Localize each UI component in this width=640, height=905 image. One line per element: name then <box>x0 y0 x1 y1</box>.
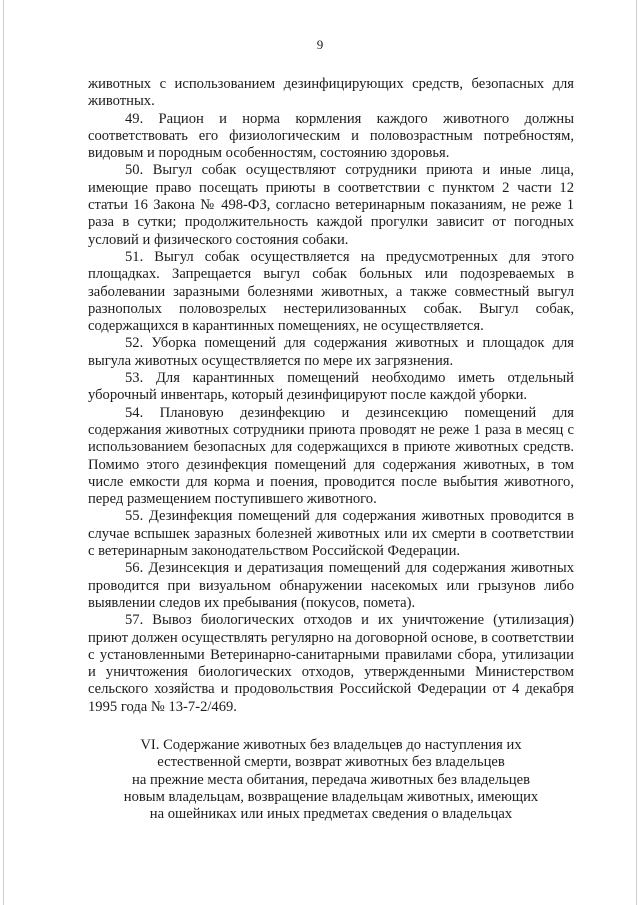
page-number: 9 <box>316 37 324 52</box>
paragraph-54: 54. Плановую дезинфекцию и дезинсекцию помещений для содержания животных сотрудники приюта проводят не реже 1 раза в месяц с использованием безопасных для содержащихся в приюте животных средств. Помимо этого дезинфекция помещений для содержания животных, в том числе емкости для корма и поения, проводится после выбытия животного, перед размещением поступившего животного. <box>88 404 574 508</box>
paragraph-53: 53. Для карантинных помещений необходимо иметь отдельный уборочный инвентарь, который дезинфицируют после каждой уборки. <box>88 370 574 404</box>
document-body <box>88 76 574 716</box>
paragraph-52: 52. Уборка помещений для содержания животных и площадок для выгула животных осуществляется по мере их загрязнения. <box>88 335 574 369</box>
paragraph-55: 55. Дезинфекция помещений для содержания животных проводится в случае вспышек заразных болезней животных или их смерти в соответствии с ветеринарным законодательством Российской Федерации. <box>88 508 574 560</box>
paragraph-49: 49. Рацион и норма кормления каждого животного должны соответствовать его физиологическим и половозрастным потребностям, видовым и породным особенностям, состоянию здоровья. <box>88 110 574 162</box>
paragraph-57: 57. Вывоз биологических отходов и их уничтожение (утилизация) приют должен осуществлять регулярно на договорной основе, в соответствии с установленными Ветеринарно-санитарными правилами сбора, утилизации и уничтожения биологических отходов, утвержденными Министерством сельского хозяйства и продовольствия Российской Федерации от 4 декабря 1995 года № 13-7-2/469. <box>88 612 574 715</box>
scan-right-edge <box>636 0 637 905</box>
section-heading-line: на ошейниках или иных предметах сведения о владельцах <box>149 806 513 823</box>
section-heading <box>88 737 574 823</box>
section-heading-line: VI. Содержание животных без владельцев до наступления их <box>140 737 522 753</box>
section-heading-line: новым владельцам, возвращение владельцам животных, имеющих <box>123 788 539 805</box>
paragraph-50: 50. Выгул собак осуществляют сотрудники приюта и иные лица, имеющие право посещать приюты в соответствии с пунктом 2 части 12 статьи 16 Закона № 498-ФЗ, согласно ветеринарным показаниям, не реже 1 раза в сутки; продолжительность каждой прогулки зависит от погодных условий и физического состояния собаки. <box>88 162 574 248</box>
paragraph-56: 56. Дезинсекция и дератизация помещений для содержания животных проводится при визуальном обнаружении насекомых или грызунов либо выявлении следов их пребывания (покусов, помета). <box>88 560 574 611</box>
section-heading-line: естественной смерти, возврат животных без владельцев <box>157 754 505 771</box>
paragraph-continuation: животных с использованием дезинфицирующих средств, безопасных для животных. <box>88 76 574 110</box>
section-heading-line: на прежние места обитания, передача животных без владельцев <box>132 771 530 788</box>
paragraph-51: 51. Выгул собак осуществляется на предусмотренных для этого площадках. Запрещается выгул собак больных или подозреваемых в заболевании заразными болезнями животных, а также совместный выгул разнополых половозрелых нестерилизованных собак. Выгул собак, содержащихся в карантинных помещениях, не осуществляется. <box>88 248 574 335</box>
scan-left-edge <box>3 0 4 905</box>
